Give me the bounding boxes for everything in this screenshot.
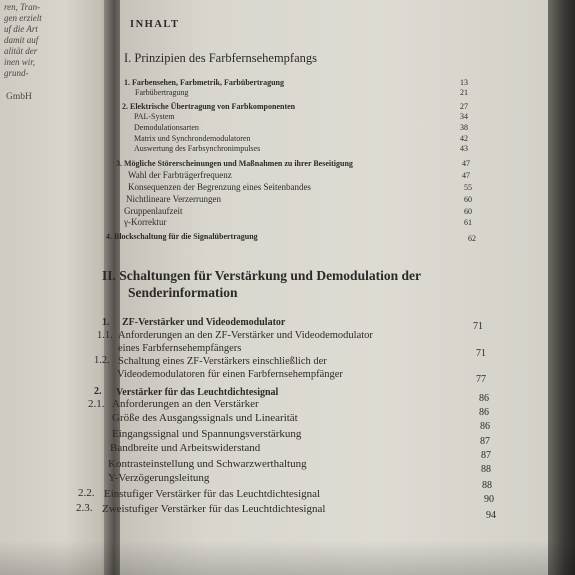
toc-entry: Anforderungen an den Verstärker [112, 398, 259, 410]
toc-page-number: 27 [460, 102, 468, 111]
toc-entry: Farbübertragung [135, 88, 189, 97]
publisher-fragment: GmbH [6, 92, 32, 102]
toc-number: 2.2. [78, 487, 95, 499]
toc-page-number: 38 [460, 123, 468, 132]
toc-heading: INHALT [130, 19, 180, 30]
toc-page-number: 21 [460, 88, 468, 97]
toc-entry: Auswertung des Farbsynchronimpulses [134, 144, 261, 153]
toc-entry-continued: eines Farbfernsehempfängers [118, 343, 242, 354]
toc-page-number: 88 [482, 480, 492, 491]
toc-page-number: 43 [460, 144, 468, 153]
toc-entry: Gruppenlaufzeit [124, 206, 183, 216]
toc-entry: Zweistufiger Verstärker für das Leuchtdichtesignal [102, 503, 326, 515]
toc-number: 2.3. [76, 502, 93, 514]
section-title: I. Prinzipien des Farbfernsehempfangs [124, 51, 317, 65]
toc-entry: Wahl der Farbträgerfrequenz [128, 170, 232, 180]
toc-entry: 3. Mögliche Störerscheinungen und Maßnahmen zu ihrer Beseitigung [116, 159, 353, 168]
toc-page-number: 60 [464, 207, 472, 216]
toc-entry: Nichtlineare Verzerrungen [126, 194, 222, 204]
toc-entry: Y-Verzögerungsleitung [108, 472, 210, 484]
toc-page-number: 86 [479, 407, 489, 418]
toc-entry: Schaltung eines ZF-Verstärkers einschließlich der [118, 356, 327, 367]
toc-page-number: 42 [460, 134, 468, 143]
left-page [0, 0, 118, 575]
toc-entry: Eingangssignal und Spannungsverstärkung [112, 428, 302, 440]
toc-page-number: 55 [464, 183, 472, 192]
toc-page-number: 47 [462, 171, 470, 180]
toc-page-number: 71 [473, 321, 483, 332]
toc-page-number: 47 [462, 159, 470, 168]
left-page-text: gen erzielt [4, 13, 42, 23]
toc-page-number: 86 [480, 421, 490, 432]
toc-number: 1. [102, 317, 110, 328]
toc-number: 2. [94, 386, 102, 397]
toc-entry: Anforderungen an den ZF-Verstärker und Videodemodulator [118, 330, 373, 341]
toc-page-number: 88 [481, 464, 491, 475]
toc-entry: Konsequenzen der Begrenzung eines Seitenbandes [128, 182, 311, 192]
toc-page-number: 61 [464, 218, 472, 227]
toc-entry: PAL-System [134, 112, 175, 121]
toc-entry: γ-Korrektur [124, 217, 167, 227]
left-page-text: damit auf [4, 35, 39, 45]
toc-page-number: 90 [484, 494, 494, 505]
toc-page-number: 13 [460, 78, 468, 87]
toc-page-number: 86 [479, 393, 489, 404]
left-page-text: grund- [4, 68, 29, 78]
toc-entry: Größe des Ausgangssignals und Linearität [112, 412, 298, 424]
toc-entry: Kontrasteinstellung und Schwarzwerthaltung [108, 458, 307, 470]
toc-entry-continued: Videodemodulatoren für einen Farbfernsehempfänger [117, 369, 343, 380]
toc-page-number: 77 [476, 374, 486, 385]
photo-shadow [0, 540, 575, 575]
toc-page-number: 34 [460, 112, 468, 121]
left-page-text: ren, Tran- [4, 2, 41, 12]
toc-number: 2.1. [88, 398, 105, 410]
toc-number: 1.1. [97, 330, 113, 341]
toc-entry: ZF-Verstärker und Videodemodulator [122, 317, 286, 328]
left-page-text: inen wir, [4, 57, 36, 67]
toc-page-number: 87 [480, 436, 490, 447]
toc-entry: Einstufiger Verstärker für das Leuchtdichtesignal [104, 488, 321, 500]
section-title: Senderinformation [128, 285, 238, 300]
section-title: II. Schaltungen für Verstärkung und Demodulation der [102, 268, 421, 283]
left-page-text: uf die Art [4, 24, 38, 34]
page-edge-shadow [548, 0, 575, 575]
toc-page-number: 87 [481, 450, 491, 461]
left-page-text: alität der [4, 46, 38, 56]
toc-page-number: 71 [476, 348, 486, 359]
toc-page-number: 94 [486, 510, 496, 521]
toc-entry: Demodulationsarten [134, 123, 199, 132]
toc-entry: 4. Blockschaltung für die Signalübertragung [106, 232, 258, 241]
toc-entry: Verstärker für das Leuchtdichtesignal [116, 387, 279, 398]
toc-page-number: 60 [464, 195, 472, 204]
toc-number: 1.2. [94, 355, 110, 366]
toc-entry: Matrix und Synchrondemodulatoren [134, 134, 251, 143]
toc-page-number: 62 [468, 234, 476, 243]
toc-entry: 2. Elektrische Übertragung von Farbkomponenten [122, 102, 296, 111]
toc-entry: 1. Farbensehen, Farbmetrik, Farbübertragung [124, 78, 284, 87]
toc-entry: Bandbreite und Arbeitswiderstand [110, 442, 261, 454]
